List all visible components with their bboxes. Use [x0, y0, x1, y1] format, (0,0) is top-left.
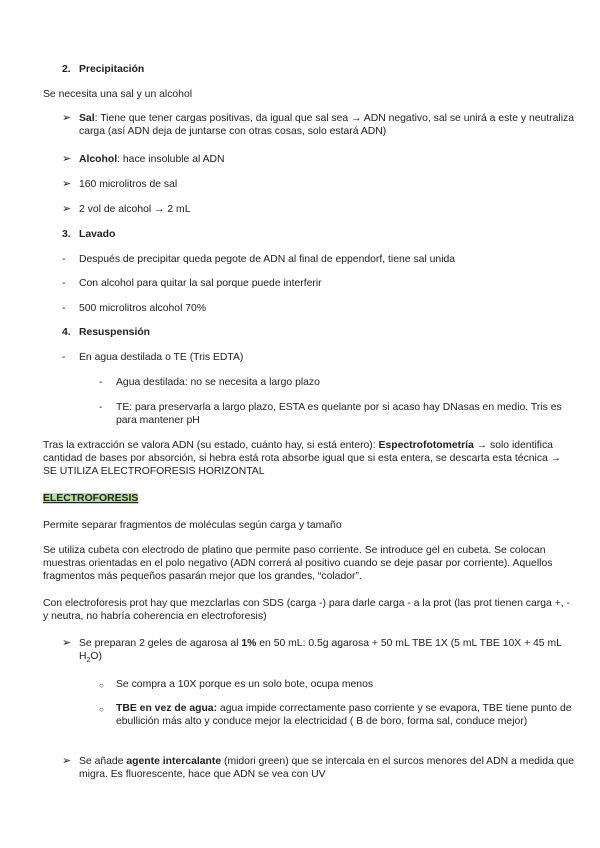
list-item: 500 microlitros alcohol 70%: [79, 303, 207, 314]
list-item: Se compra a 10X porque es un solo bote, ocupa menos: [116, 679, 374, 690]
dash-bullet: -: [99, 402, 103, 413]
arrow-bullet-icon: ➢: [62, 153, 72, 165]
arrow-bullet-icon: ➢: [62, 112, 72, 124]
electroforesis-heading: ELECTROFORESIS: [43, 493, 139, 504]
section-title-precipitacion: Precipitación: [79, 64, 145, 75]
list-item: Se añade agente intercalante (midori green) que se intercala en el surcos menores del ADN a medida que migra. Es fluorescente, hace que ADN se vea con UV: [79, 756, 574, 780]
arrow-bullet-icon: ➢: [62, 637, 72, 649]
dash-bullet: -: [99, 377, 103, 388]
list-item: Sal: Tiene que tener cargas positivas, da igual que sal sea → ADN negativo, sal se unirá a este y neutraliza carga (así ADN deja de juntarse con otras cosas, solo estará ADN): [79, 113, 575, 137]
dash-bullet: -: [62, 278, 66, 289]
section-number: 2.: [62, 64, 71, 75]
electro-paragraph-3: Con electroforesis prot hay que mezclarlas con SDS (carga -) para darle carga - a la prot (las prot tienen carga +, - y neutra, no habría coherencia en electroforesis): [43, 598, 570, 622]
list-item: Alcohol: hace insoluble al ADN: [79, 154, 225, 165]
list-item: 2 vol de alcohol → 2 mL: [79, 204, 191, 215]
section-number: 3.: [62, 229, 71, 240]
dash-bullet: -: [62, 352, 66, 363]
section-title-resuspension: Resuspensión: [79, 327, 151, 338]
list-item: Con alcohol para quitar la sal porque puede interferir: [79, 278, 322, 289]
arrow-bullet-icon: ➢: [62, 178, 72, 190]
list-item: 160 microlitros de sal: [79, 179, 178, 190]
dash-bullet: -: [62, 254, 66, 265]
section-number: 4.: [62, 327, 71, 338]
circle-bullet-icon: ○: [99, 705, 104, 714]
tras-paragraph: Tras la extracción se valora ADN (su estado, cuánto hay, si está entero): Espectrofotometría → solo identifica cantidad de bases por absorción, si hebra está rota absorbe igual que si esta entera, se descarta esta técnica → SE UTILIZA ELECTROFORESIS HORIZONTAL: [43, 440, 562, 477]
precip-intro: Se necesita una sal y un alcohol: [43, 89, 193, 100]
arrow-bullet-icon: ➢: [62, 203, 72, 215]
electro-paragraph-2: Se utiliza cubeta con electrodo de platino que permite paso corriente. Se introduce gel en cubeta. Se colocan muestras orientadas en el polo negativo (ADN correrá al positivo cuando se deje pasar por corriente). Aquellos fragmentos más pequeños pasarán mejor que los grandes, “colador”.: [43, 545, 553, 582]
section-title-lavado: Lavado: [79, 229, 116, 240]
arrow-bullet-icon: ➢: [62, 755, 72, 767]
list-item: Después de precipitar queda pegote de ADN al final de eppendorf, tiene sal unida: [79, 254, 456, 265]
list-item: Agua destilada: no se necesita a largo plazo: [116, 377, 320, 388]
electro-paragraph-1: Permite separar fragmentos de moléculas según carga y tamaño: [43, 520, 342, 531]
list-item: Se preparan 2 geles de agarosa al 1% en 50 mL: 0.5g agarosa + 50 mL TBE 1X (5 mL TBE 10X + 45 mL $H_2O$): [79, 638, 562, 665]
list-item: En agua destilada o TE (Tris EDTA): [79, 352, 244, 363]
list-item: TBE en vez de agua: agua impide correctamente paso corriente y se evapora, TBE tiene punto de ebullición más alto y conduce mejor la electricidad ( B de boro, forma sal, conduce mejor): [116, 703, 572, 727]
dash-bullet: -: [62, 303, 66, 314]
list-item: TE: para preservarla a largo plazo, ESTA es quelante por si acaso hay DNasas en medio. Tris es para mantener pH: [116, 402, 562, 426]
circle-bullet-icon: ○: [99, 681, 104, 690]
